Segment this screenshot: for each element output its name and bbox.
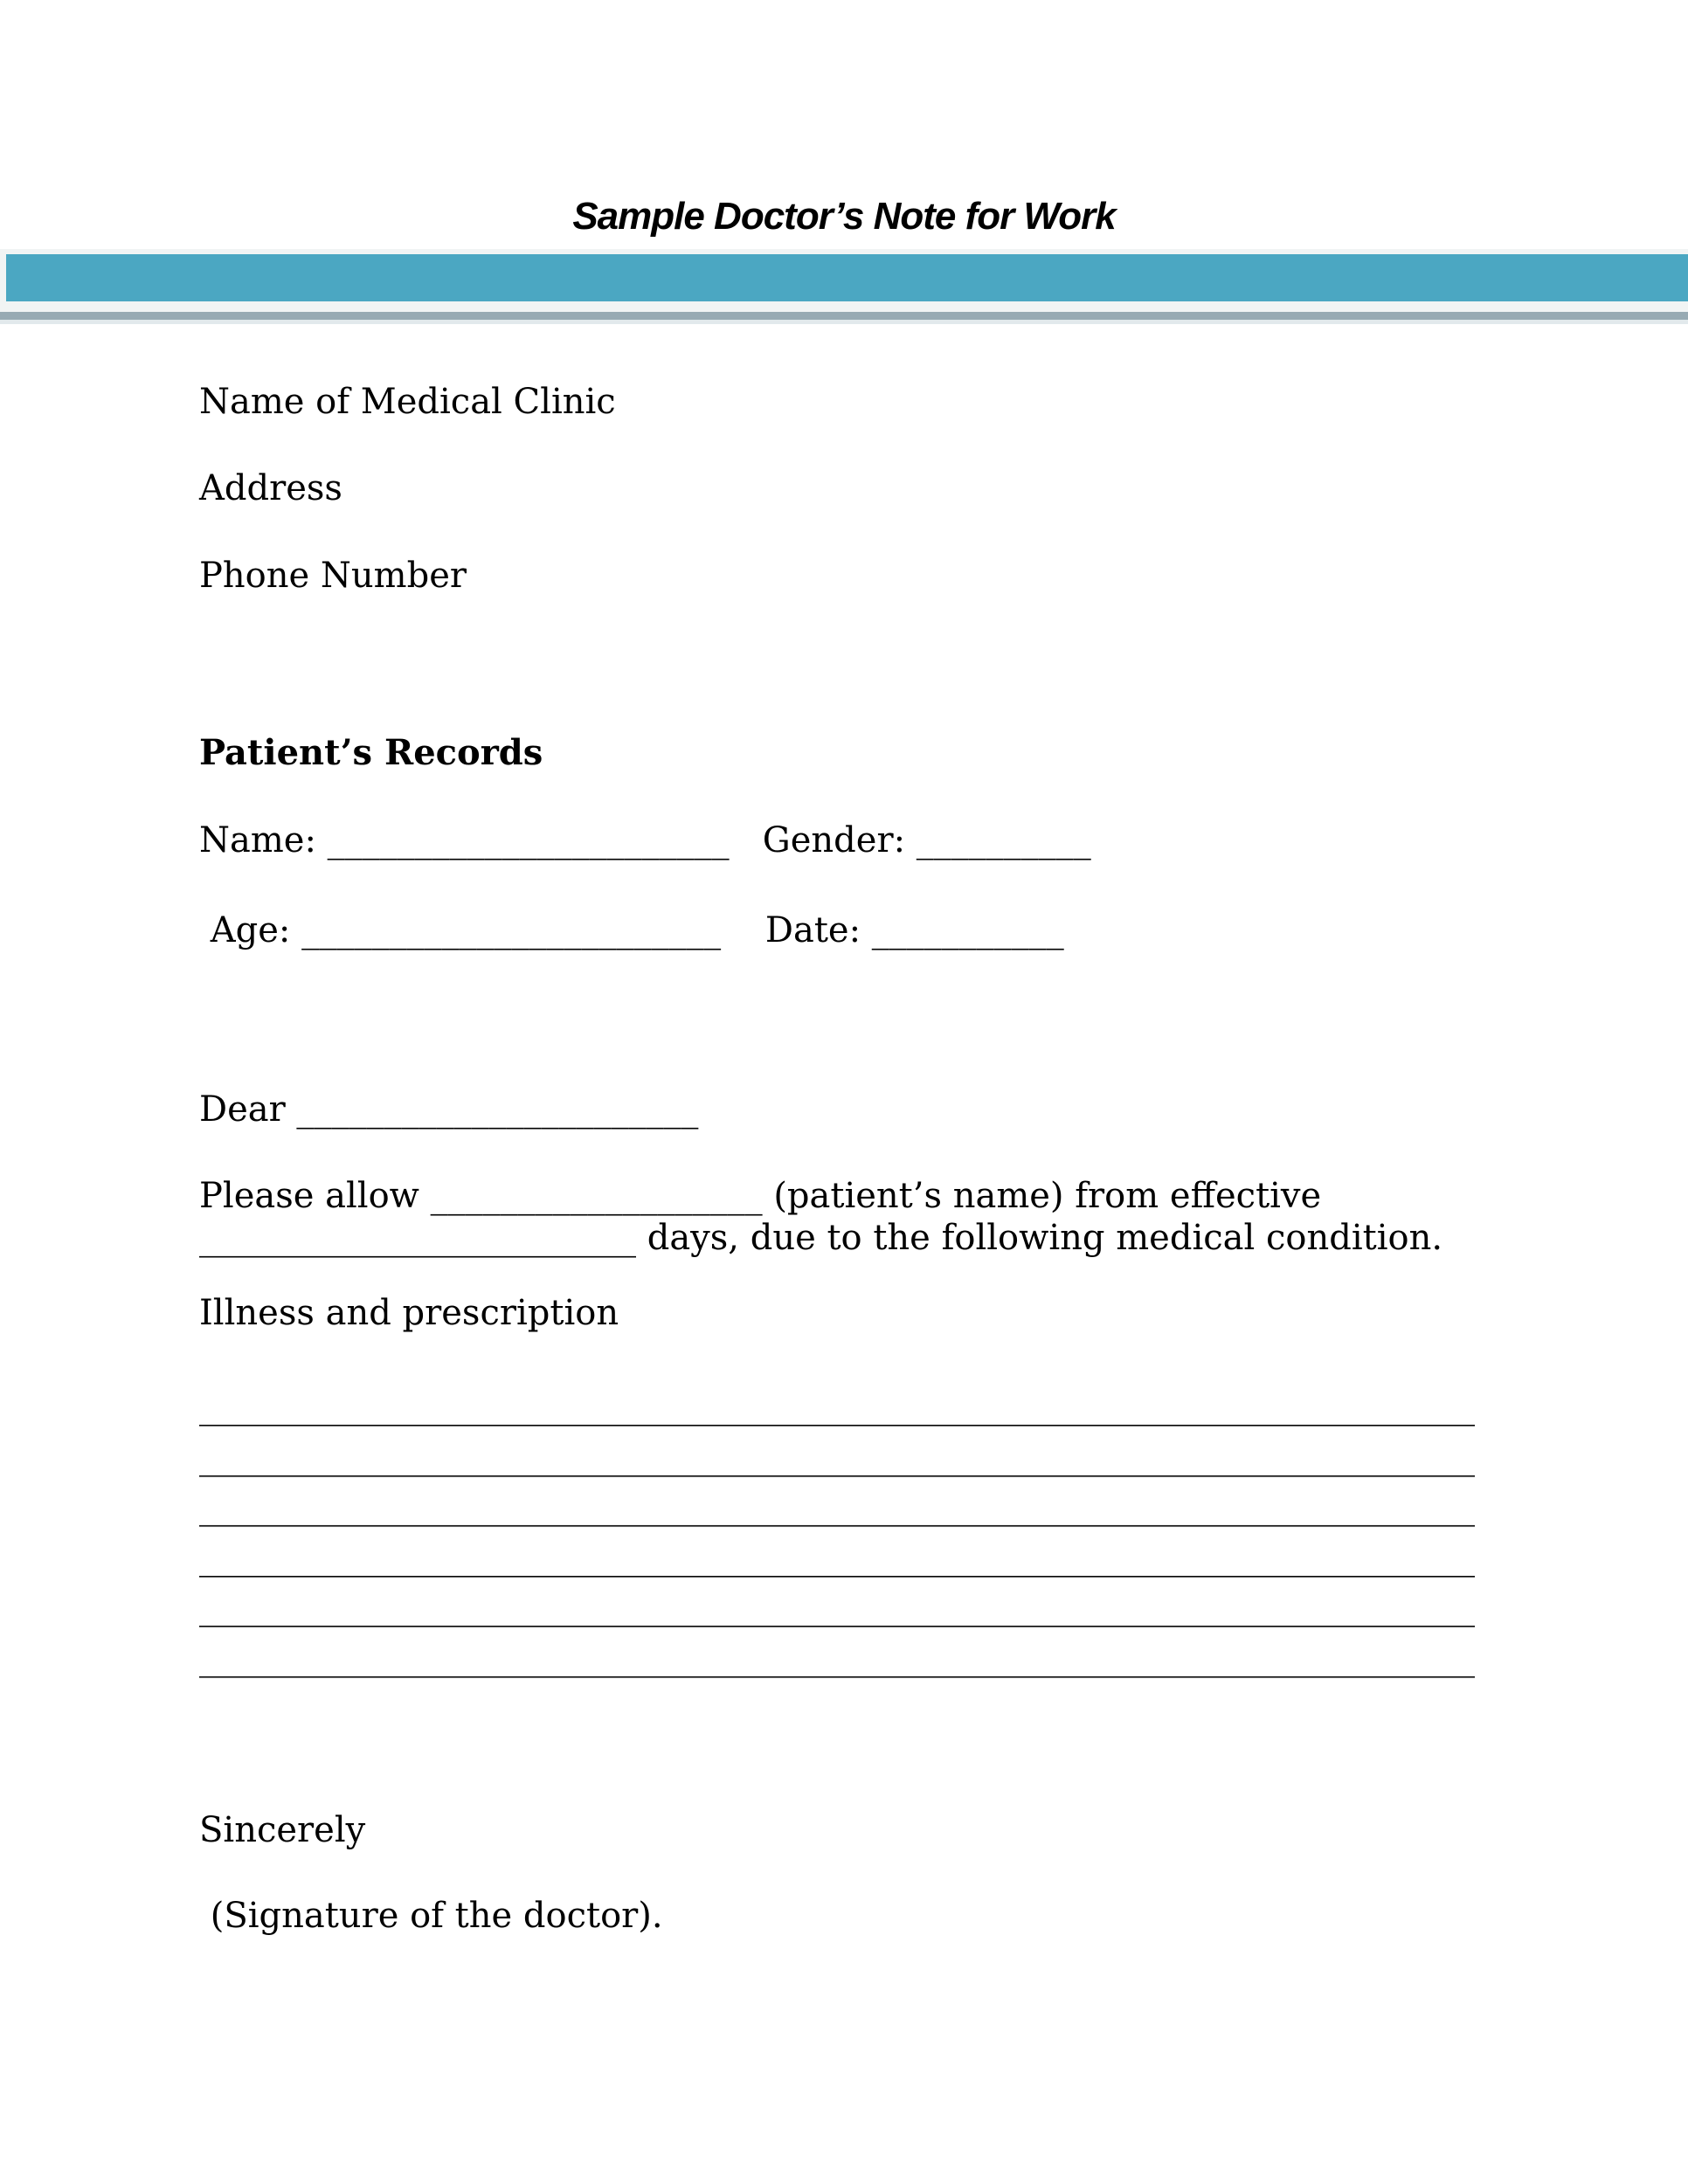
letter-body: [0, 381, 1688, 1937]
request-line-2: _________________________ days, due to the following medical condition.: [199, 1218, 1443, 1259]
age-date-fill-line: Age: ________________________ Date: ___________: [199, 910, 1064, 951]
illness-prescription-label: Illness and prescription: [199, 1293, 619, 1334]
closing-line: Sincerely: [199, 1810, 366, 1851]
clinic-phone-line: Phone Number: [199, 556, 467, 597]
accent-band-teal-row: [0, 254, 1688, 301]
document-title: Sample Doctor’s Note for Work: [572, 195, 1116, 238]
salutation-line: Dear _______________________: [199, 1089, 699, 1130]
patients-records-heading: Patient’s Records: [199, 732, 543, 774]
clinic-name-line: Name of Medical Clinic: [199, 382, 616, 423]
name-gender-fill-line: Name: _______________________ Gender: __________: [199, 820, 1091, 861]
accent-band-mid-strip: [0, 301, 1688, 312]
gray-divider-bar: [0, 312, 1688, 320]
blank-line: _________________________________________________________________________: [199, 1386, 1475, 1427]
blank-line: _________________________________________________________________________: [199, 1537, 1475, 1578]
request-line-1: Please allow ___________________ (patient’s name) from effective: [199, 1176, 1322, 1217]
signature-line: (Signature of the doctor).: [199, 1896, 663, 1937]
request-paragraph: [199, 1175, 1539, 1259]
blank-line: _________________________________________________________________________: [199, 1587, 1475, 1628]
teal-accent-bar: [6, 254, 1688, 301]
clinic-address-line: Address: [199, 468, 342, 509]
blank-line: _________________________________________________________________________: [199, 1637, 1475, 1678]
header-accent-band: [0, 249, 1688, 324]
prescription-blank-lines: [199, 1382, 1539, 1683]
accent-band-bottom-strip: [0, 320, 1688, 324]
blank-line: _________________________________________________________________________: [199, 1487, 1475, 1528]
blank-line: _________________________________________________________________________: [199, 1436, 1475, 1477]
